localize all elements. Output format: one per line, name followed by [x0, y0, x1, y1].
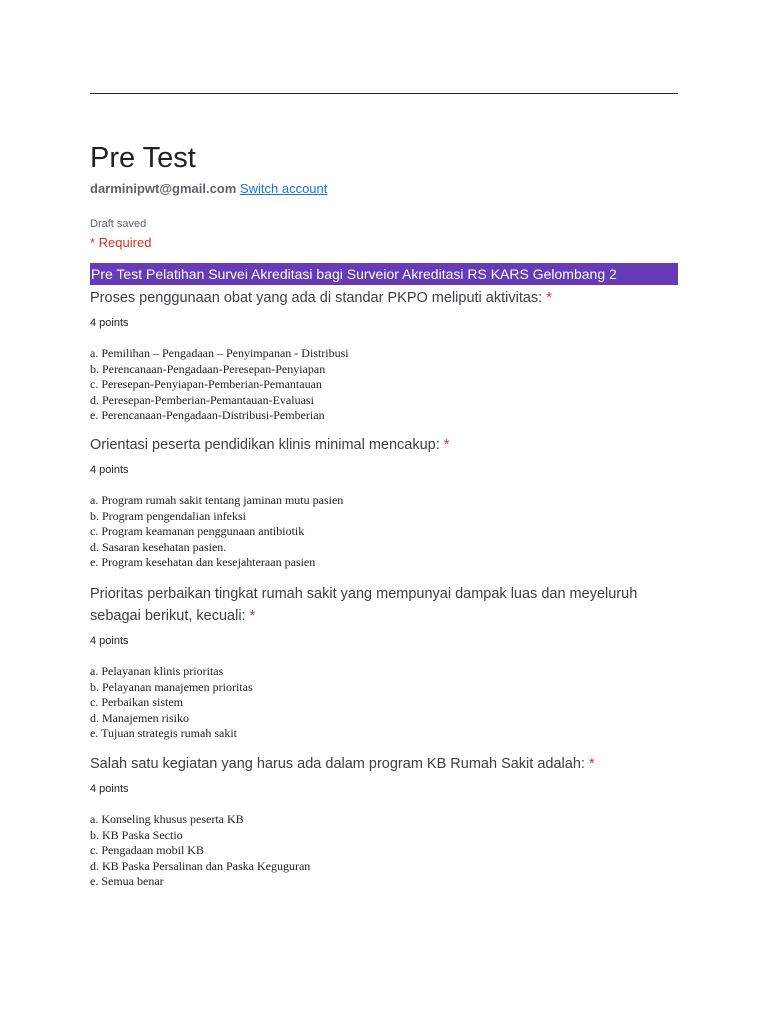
question-4 — [90, 753, 680, 890]
option-item: a. Konseling khusus peserta KB — [90, 812, 244, 826]
option-item: e. Program kesehatan dan kesejahteraan pasien — [90, 555, 316, 570]
option-item: b. Pelayanan manajemen prioritas — [90, 679, 253, 694]
required-asterisk: * — [249, 608, 256, 624]
question-text — [90, 434, 680, 456]
header-divider — [90, 93, 678, 94]
option-item: e. Tujuan strategis rumah sakit — [90, 726, 237, 741]
option-item: a. Program rumah sakit tentang jaminan mutu pasien — [90, 493, 344, 507]
section-title: Pre Test Pelatihan Survei Akreditasi bagi Surveior Akreditasi RS KARS Gelombang 2 — [91, 266, 617, 282]
option-item: a. Pemilihan – Pengadaan – Penyimpanan - Distribusi — [90, 346, 349, 360]
question-1 — [90, 287, 680, 424]
question-points: 4 points — [90, 635, 129, 647]
account-line — [90, 180, 327, 198]
question-2 — [90, 434, 680, 571]
form-title: Pre Test — [90, 142, 196, 174]
option-item: c. Perbaikan sistem — [90, 695, 183, 710]
option-list — [90, 812, 680, 890]
option-item: c. Peresepan-Penyiapan-Pemberian-Pemantauan — [90, 377, 322, 392]
required-asterisk: * — [588, 756, 595, 772]
option-item: c. Program keamanan penggunaan antibiotik — [90, 524, 305, 539]
option-list — [90, 493, 680, 571]
option-item: d. Manajemen risiko — [90, 710, 189, 725]
switch-account-link[interactable]: Switch account — [239, 181, 328, 196]
option-item: d. KB Paska Persalinan dan Paska Keguguran — [90, 858, 311, 873]
question-points: 4 points — [90, 317, 129, 329]
account-email: darminipwt@gmail.com — [90, 181, 237, 196]
required-asterisk: * — [443, 437, 450, 453]
option-list — [90, 346, 680, 424]
option-item: e. Semua benar — [90, 874, 164, 889]
option-item: a. Pelayanan klinis prioritas — [90, 664, 224, 678]
option-item: c. Pengadaan mobil KB — [90, 843, 204, 858]
question-points: 4 points — [90, 464, 129, 476]
option-item: b. KB Paska Sectio — [90, 827, 183, 842]
section-header — [90, 263, 678, 285]
option-item: b. Perencanaan-Pengadaan-Peresepan-Penyiapan — [90, 361, 326, 376]
question-label: Salah satu kegiatan yang harus ada dalam program KB Rumah Sakit adalah: — [90, 756, 585, 772]
question-text — [90, 753, 680, 775]
required-note: * Required — [90, 235, 152, 250]
question-label: Proses penggunaan obat yang ada di standar PKPO meliputi aktivitas: — [90, 290, 543, 306]
question-3 — [90, 583, 680, 742]
question-text — [90, 583, 680, 627]
question-label: Orientasi peserta pendidikan klinis minimal mencakup: — [90, 437, 440, 453]
option-item: d. Peresepan-Pemberian-Pemantauan-Evaluasi — [90, 392, 314, 407]
required-asterisk: * — [546, 290, 552, 306]
draft-status: Draft saved — [90, 218, 147, 230]
option-list — [90, 664, 680, 742]
question-points: 4 points — [90, 783, 129, 795]
option-item: d. Sasaran kesehatan pasien. — [90, 539, 227, 554]
question-label: Prioritas perbaikan tingkat rumah sakit yang mempunyai dampak luas dan meyeluruh sebagai berikut, kecuali: — [90, 586, 638, 624]
option-item: e. Perencanaan-Pengadaan-Distribusi-Pemberian — [90, 408, 325, 423]
option-item: b. Program pengendalian infeksi — [90, 508, 246, 523]
question-text — [90, 287, 680, 309]
